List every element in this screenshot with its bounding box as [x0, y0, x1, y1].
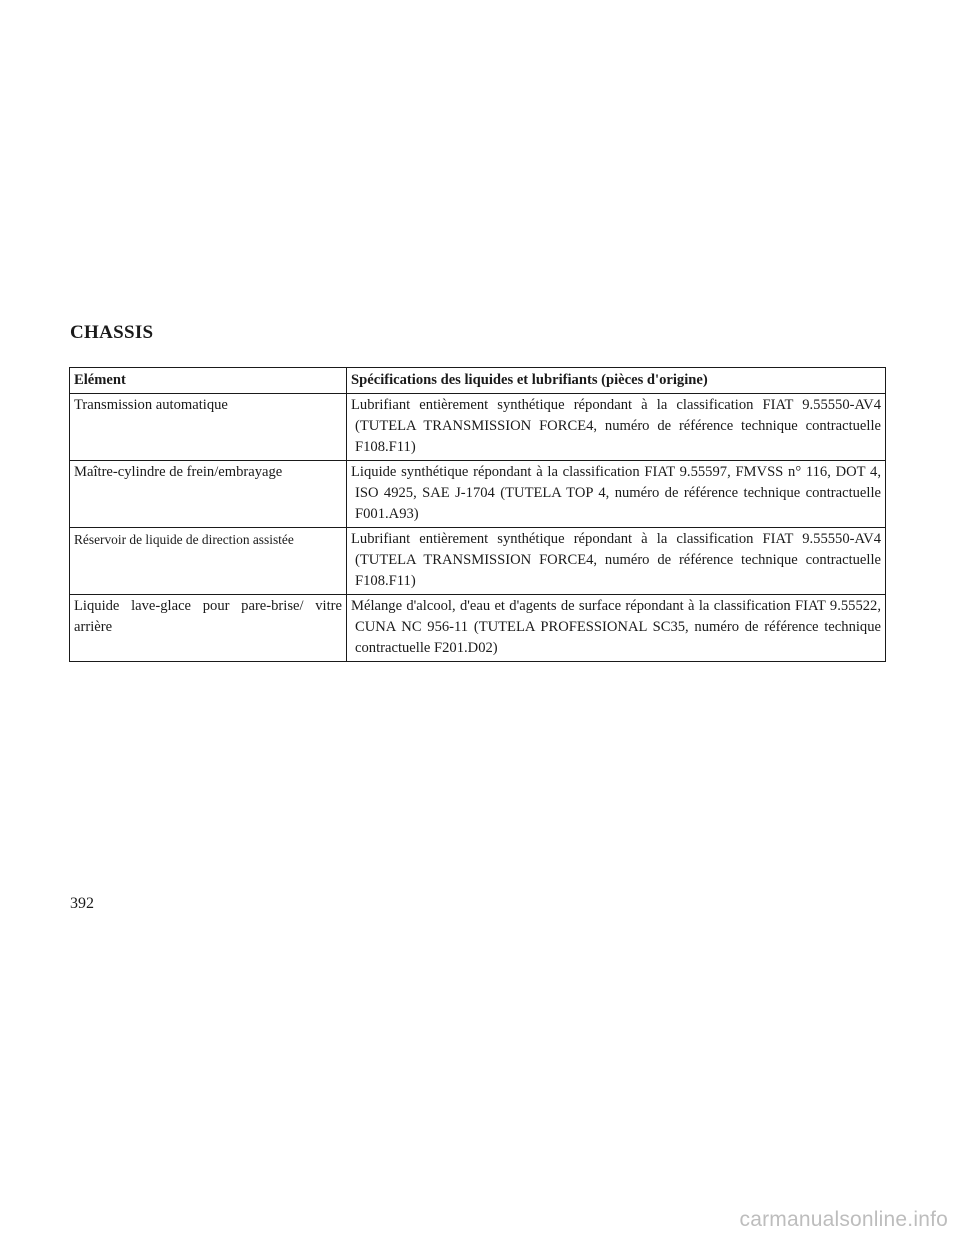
column-header-specifications: Spécifications des liquides et lubrifiants (pièces d'origine): [347, 368, 886, 394]
watermark-link[interactable]: carmanualsonline.info: [739, 1208, 948, 1231]
spec-cell: Lubrifiant entièrement synthétique répondant à la classification FIAT 9.55550-AV4 (TUTELA TRANSMISSION FORCE4, numéro de référence technique contractuelle F108.F11): [347, 394, 886, 461]
column-header-element: Elément: [70, 368, 347, 394]
spec-cell: Liquide synthétique répondant à la classification FIAT 9.55597, FMVSS n° 116, DOT 4, ISO 4925, SAE J-1704 (TUTELA TOP 4, numéro de référence technique contractuelle F001.A93): [347, 461, 886, 528]
table-header-row: [70, 368, 886, 394]
element-cell: Transmission automatique: [70, 394, 347, 461]
table-row: [70, 394, 886, 461]
table-row: [70, 528, 886, 595]
fluid-spec-table: [69, 367, 886, 662]
table-row: [70, 461, 886, 528]
element-cell: Réservoir de liquide de direction assistée: [70, 528, 347, 595]
table-row: [70, 595, 886, 662]
element-cell: Maître-cylindre de frein/embrayage: [70, 461, 347, 528]
element-cell: Liquide lave-glace pour pare-brise/ vitre arrière: [70, 595, 347, 662]
section-title: CHASSIS: [70, 322, 154, 343]
spec-cell: Lubrifiant entièrement synthétique répondant à la classification FIAT 9.55550-AV4 (TUTELA TRANSMISSION FORCE4, numéro de référence technique contractuelle F108.F11): [347, 528, 886, 595]
spec-cell: Mélange d'alcool, d'eau et d'agents de surface répondant à la classification FIAT 9.55522, CUNA NC 956-11 (TUTELA PROFESSIONAL SC35, numéro de référence technique contractuelle F201.D02): [347, 595, 886, 662]
page-number: 392: [70, 895, 94, 912]
